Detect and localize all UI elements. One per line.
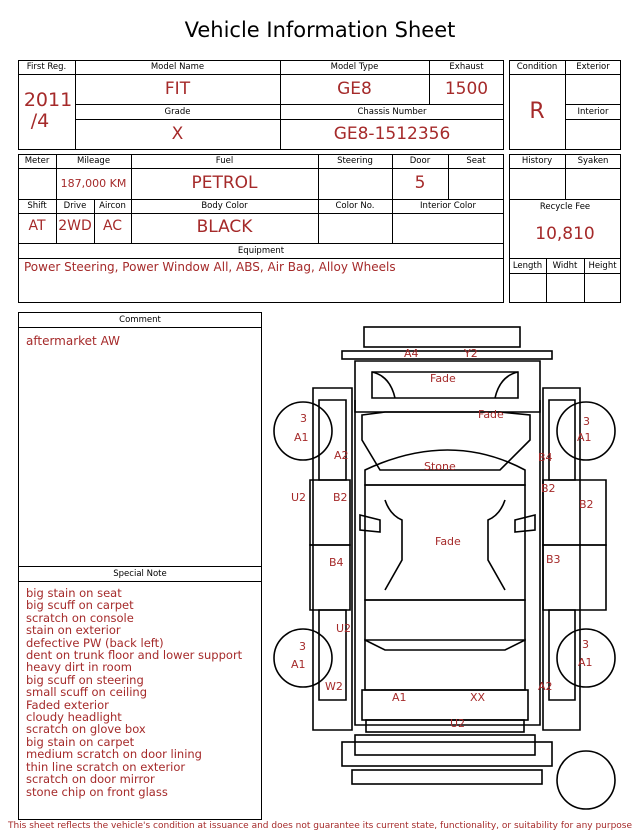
mileage-label: Mileage [76, 156, 111, 166]
drive-value: 2WD [58, 218, 92, 234]
diag-front-left-wheel-top: 3 [299, 640, 306, 653]
first-reg-label: First Reg. [26, 62, 67, 72]
exhaust-label: Exhaust [449, 62, 484, 72]
body-color-label: Body Color [201, 201, 248, 211]
length-label: Length [512, 261, 543, 271]
recycle-fee-label: Recycle Fee [539, 202, 591, 212]
sheet-title: Vehicle Information Sheet [184, 18, 456, 42]
height-label: Height [588, 261, 617, 271]
grade-value: X [171, 124, 184, 144]
diag-front-right-wheel-bottom: A1 [578, 656, 593, 669]
left-front-door-shape [310, 545, 350, 610]
aircon-label: Aircon [99, 201, 126, 211]
chassis-number-label: Chassis Number [357, 107, 427, 117]
spare-wheel [557, 751, 615, 809]
diag-front-bumper-lower: U2 [450, 717, 466, 730]
special-note-item: small scuff on ceiling [26, 685, 148, 700]
model-name-value: FIT [164, 79, 191, 99]
comment-label: Comment [119, 315, 161, 325]
special-note-item: heavy dirt in room [26, 660, 132, 675]
special-note-item: big scuff on carpet [26, 598, 134, 613]
diag-left-front-door: B4 [329, 556, 344, 569]
fuel-label: Fuel [215, 156, 234, 166]
diag-front-right-wheel-top: 3 [582, 638, 589, 651]
model-type-label: Model Type [330, 62, 379, 72]
rear-valance-shape [342, 351, 552, 359]
diag-front-bumper-right: XX [470, 691, 486, 704]
seat-label: Seat [466, 156, 486, 166]
diag-front-left-wheel-bottom: A1 [291, 658, 306, 671]
diag-roof: Stone [424, 460, 456, 473]
vehicle-damage-diagram [270, 318, 620, 818]
chassis-number-value: GE8-1512356 [333, 124, 451, 144]
special-note-item: big stain on seat [26, 586, 122, 600]
first-reg-year: 2011 [23, 89, 73, 111]
first-reg-month: /4 [30, 110, 50, 132]
diag-rear-glass: Fade [478, 408, 504, 421]
interior-label: Interior [577, 107, 609, 117]
history-label: History [521, 156, 553, 166]
diag-left-fender: W2 [325, 680, 343, 693]
hood-shape [365, 640, 525, 690]
diag-rear-right-wheel-top: 3 [583, 415, 590, 428]
diag-trunk: Fade [430, 372, 456, 385]
left-rear-door-shape [310, 480, 350, 545]
front-bumper-upper [362, 690, 528, 720]
steering-label: Steering [337, 156, 373, 166]
diag-front-bumper-left: A1 [392, 691, 407, 704]
rear-bumper-shape [364, 327, 520, 347]
diag-rear-right-wheel-bottom: A1 [577, 431, 592, 444]
special-note-list [26, 587, 242, 798]
special-note-item: stain on exterior [26, 623, 121, 638]
grade-label: Grade [164, 107, 191, 117]
special-note-item: scratch on console [26, 610, 134, 625]
diag-right-front-door: B3 [546, 553, 561, 566]
front-bumper-mid [366, 720, 524, 732]
front-lip-shape [352, 770, 542, 784]
drive-label: Drive [63, 201, 87, 211]
meter-label: Meter [24, 156, 50, 166]
special-note-item: cloudy headlight [26, 710, 122, 725]
diag-hood-area: Fade [435, 535, 461, 548]
diag-rear-left-wheel-bottom: A1 [294, 431, 309, 444]
special-note-item: Faded exterior [26, 697, 109, 712]
exterior-label: Exterior [576, 62, 610, 72]
diag-right-rear-door: B2 [541, 482, 556, 495]
body-color-value: BLACK [196, 217, 253, 237]
model-name-label: Model Name [150, 62, 205, 72]
diag-left-rocker-rear: U2 [291, 491, 307, 504]
width-label: Widht [552, 261, 578, 271]
equipment-value: Power Steering, Power Window All, ABS, Air Bag, Alloy Wheels [24, 260, 396, 274]
recycle-fee-value: 10,810 [535, 224, 595, 244]
syaken-label: Syaken [577, 156, 609, 166]
aircon-value: AC [102, 218, 123, 234]
fuel-value: PETROL [191, 173, 258, 193]
condition-value: R [529, 99, 545, 124]
special-note-item: big stain on carpet [26, 734, 135, 749]
special-note-item: defective PW (back left) [26, 635, 164, 650]
windshield-shape [365, 600, 525, 640]
exhaust-value: 1500 [444, 79, 489, 99]
condition-label: Condition [516, 62, 558, 72]
comment-text: aftermarket AW [26, 334, 120, 348]
special-note-item: scratch on glove box [26, 722, 146, 737]
diag-rear-bumper-right: Y2 [464, 347, 478, 360]
special-note-item: dent on trunk floor and lower support [26, 648, 243, 663]
door-value: 5 [414, 173, 426, 193]
disclaimer-footer: This sheet reflects the vehicle's condition at issuance and does not guarantee its current state, functionality, or suitability for any purpose [7, 821, 633, 831]
body-shape [355, 400, 540, 725]
special-note-item: scratch on door mirror [26, 772, 155, 787]
mileage-value: 187,000 KM [60, 177, 127, 190]
shift-value: AT [28, 218, 46, 234]
color-no-label: Color No. [335, 201, 375, 211]
diag-left-quarter: A2 [334, 449, 349, 462]
special-note-item: stone chip on front glass [26, 784, 168, 799]
model-type-value: GE8 [337, 79, 372, 99]
interior-color-label: Interior Color [420, 201, 476, 211]
special-note-item: big scuff on steering [26, 672, 144, 687]
diag-left-rear-door: B2 [333, 491, 348, 504]
diag-right-fender: A2 [538, 680, 553, 693]
shift-label: Shift [27, 201, 47, 211]
special-note-label: Special Note [113, 569, 167, 579]
special-note-item: medium scratch on door lining [26, 747, 202, 762]
diag-rear-bumper-left: A4 [404, 347, 419, 360]
diag-left-rocker-front: U2 [336, 622, 352, 635]
trunk-shape [355, 361, 540, 412]
equipment-label: Equipment [237, 246, 285, 256]
diag-right-quarter: B4 [538, 451, 553, 464]
front-valance-shape [342, 742, 552, 766]
front-bumper-lower [355, 735, 535, 755]
special-note-item: thin line scratch on exterior [26, 759, 186, 774]
diag-right-rocker-rear: B2 [579, 498, 594, 511]
door-label: Door [409, 156, 431, 166]
diag-rear-left-wheel-top: 3 [300, 412, 307, 425]
